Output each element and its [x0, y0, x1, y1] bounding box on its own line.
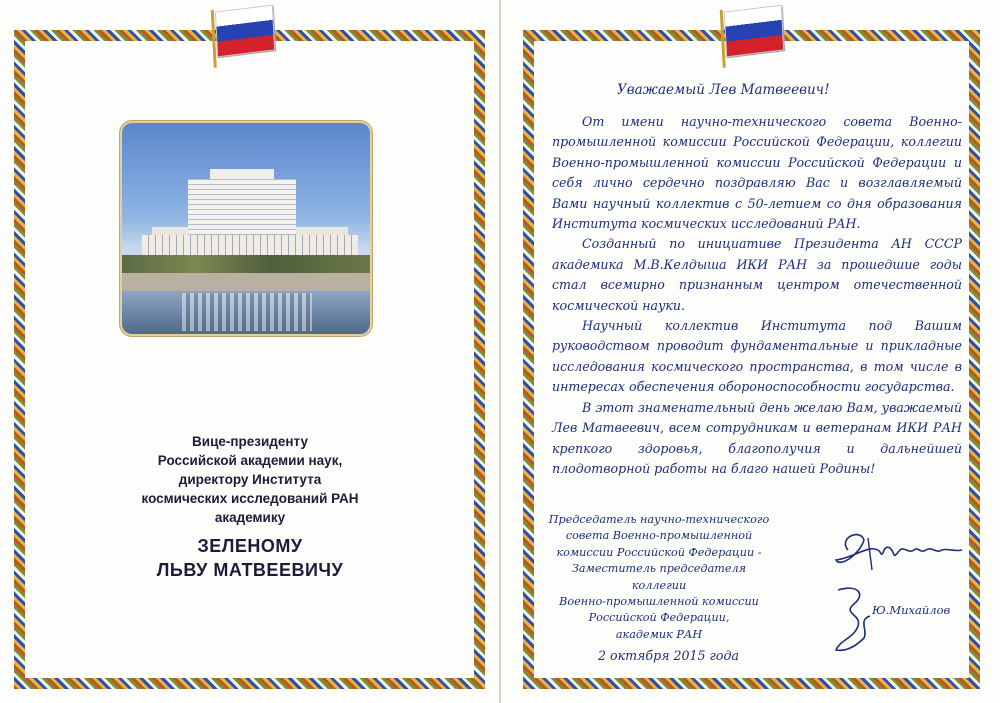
letter-greeting: Уважаемый Лев Матвеевич! — [617, 82, 830, 98]
signer-title-line: Заместитель председателя коллегии — [571, 562, 747, 592]
letter-paragraph: От имени научно-технического совета Военно-промышленной комиссии Российской Федерации, коллегии Военно-промышленной комиссии Российской Федерации и себя лично сердечно поздравляю Вас и возглавляемый Вами научный коллектив с 50-летием со дня образования Института космических исследований РАН. — [552, 114, 962, 232]
addressee-name — [110, 534, 390, 582]
signer-name: Ю.Михайлов — [872, 603, 951, 617]
addressee-line: Вице-президенту — [192, 434, 308, 449]
letter-paragraph: Созданный по инициативе Президента АН СССР академика М.В.Келдыша ИКИ РАН за прошедшие годы стал всемирно признанным центром отечественной космической науки. — [552, 236, 962, 313]
addressee-line: академику — [214, 510, 286, 525]
signer-title-line: Российской Федерации, — [588, 611, 730, 625]
addressee-line: Российской академии наук, — [157, 453, 343, 468]
signer-title-line: комиссии Российской Федерации - — [556, 545, 762, 559]
signer-title-line: Председатель научно-технического — [548, 513, 770, 526]
letter-paragraph: Научный коллектив Института под Вашим руководством проводит фундаментальные и прикладные исследования космического пространства, в том числе в интересах обеспечения обороноспособности государства. — [552, 318, 962, 395]
letter-body — [552, 112, 962, 479]
signer-title-line: совета Военно-промышленной — [565, 529, 753, 543]
russian-flag-icon — [215, 5, 275, 58]
signer-title — [548, 512, 770, 643]
signer-title-line: академик РАН — [615, 627, 703, 641]
letter-date: 2 октября 2015 года — [598, 648, 739, 663]
letter-paragraph: В этот знаменательный день желаю Вам, уважаемый Лев Матвеевич, всем сотрудникам и ветеранам ИКИ РАН крепкого здоровья, благополучия и дальнейшей плодотворной работы на благо нашей Родины! — [552, 399, 962, 476]
name-line: ЗЕЛЕНОМУ — [197, 536, 303, 556]
addressee-line: космических исследований РАН — [141, 491, 359, 506]
government-building-photo — [122, 123, 370, 334]
left-page — [0, 0, 499, 703]
handwritten-signature — [820, 520, 970, 580]
handwritten-initials — [828, 580, 878, 660]
signer-title-line: Военно-промышленной комиссии — [559, 595, 759, 609]
name-line: ЛЬВУ МАТВЕЕВИЧУ — [156, 560, 344, 580]
russian-flag-icon — [724, 5, 784, 58]
addressee-block — [110, 432, 390, 527]
addressee-line: директору Института — [178, 472, 322, 487]
